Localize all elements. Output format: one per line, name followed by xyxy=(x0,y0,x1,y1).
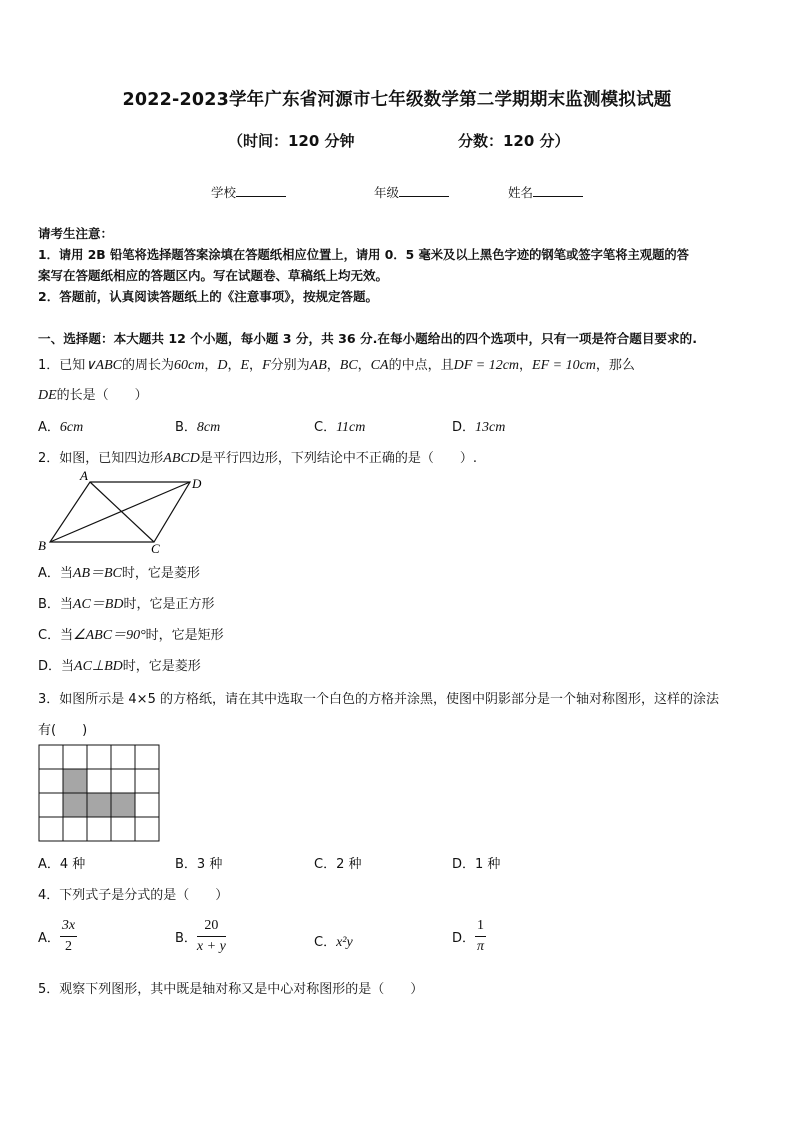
q2-option-b[interactable]: B．当AC＝BD时，它是正方形 xyxy=(38,597,215,612)
name-blank xyxy=(533,184,583,197)
q2-option-d[interactable]: D．当AC⊥BD时，它是菱形 xyxy=(38,659,201,674)
fraction-d: $\frac{1}{\pi}$ xyxy=(477,918,485,954)
grid-cell xyxy=(135,793,159,817)
q1-option-a[interactable]: A．6cm xyxy=(38,420,84,435)
vertex-c-label: C xyxy=(151,541,160,556)
name-field xyxy=(508,183,583,201)
grid-cell xyxy=(39,817,63,841)
question-5-stem: 5．观察下列图形，其中既是轴对称又是中心对称图形的是（ ） xyxy=(38,982,424,997)
name-label: 姓名 xyxy=(508,185,534,200)
grid-cell xyxy=(135,769,159,793)
q2-option-a[interactable]: A．当AB＝BC时，它是菱形 xyxy=(38,566,200,581)
grid-cell-shaded xyxy=(111,793,135,817)
question-2-stem: 2．如图，已知四边形ABCD是平行四边形，下列结论中不正确的是（ ）. xyxy=(38,451,477,466)
grade-field xyxy=(374,183,449,201)
page-title: 2022-2023学年广东省河源市七年级数学第二学期期末监测模拟试题 xyxy=(122,90,672,110)
school-blank xyxy=(236,184,286,197)
grid-cell-shaded xyxy=(63,793,87,817)
notice-heading: 请考生注意： xyxy=(38,226,114,241)
grid-cell-shaded xyxy=(63,769,87,793)
diagonal-bd xyxy=(50,482,190,542)
vertex-a-label: A xyxy=(80,470,88,483)
section-heading: 一、选择题：本大题共 12 个小题，每小题 3 分，共 36 分.在每小题给出的四个选项中，只有一项是符合题目要求的. xyxy=(38,331,698,346)
grid-cell xyxy=(87,817,111,841)
grid-cell xyxy=(111,769,135,793)
notice-line-1: 1．请用 2B 铅笔将选择题答案涂填在答题纸相应位置上，请用 0．5 毫米及以上黑色字迹的钢笔或签字笔将主观题的答 xyxy=(38,248,689,262)
q4-option-c[interactable]: C．x²y xyxy=(314,935,353,950)
q4-option-a[interactable]: A． $\frac{3x}{2}$ xyxy=(38,918,76,954)
fraction-b: $\frac{20}{x + y}$ xyxy=(196,918,226,954)
question-3-line-2: 有( ) xyxy=(38,723,88,738)
question-3-line-1: 3．如图所示是 4×5 的方格纸，请在其中选取一个白色的方格并涂黑，使图中阴影部分是一个轴对称图形，这样的涂法 xyxy=(38,692,719,707)
exam-time: （时间：120 分钟 xyxy=(228,132,355,150)
grade-label: 年级 xyxy=(374,185,400,200)
grid-cell xyxy=(63,817,87,841)
vertex-d-label: D xyxy=(192,476,202,491)
school-field xyxy=(211,183,286,201)
grid-cell xyxy=(111,817,135,841)
question-1-line-2: DE的长是（ ） xyxy=(38,388,148,403)
exam-score: 分数：120 分） xyxy=(458,132,570,150)
grid-cell xyxy=(63,745,87,769)
grid-cell xyxy=(39,769,63,793)
question-4-stem: 4．下列式子是分式的是（ ） xyxy=(38,888,229,903)
q3-option-d[interactable]: D．1 种 xyxy=(452,857,501,872)
q3-option-b[interactable]: B．3 种 xyxy=(175,857,223,872)
grid-cell xyxy=(135,745,159,769)
grid-cell xyxy=(111,745,135,769)
q4-option-d[interactable]: D． $\frac{1}{\pi}$ xyxy=(452,918,485,954)
diagonal-ac xyxy=(90,482,154,542)
q2-option-c[interactable]: C．当∠ABC＝90°时，它是矩形 xyxy=(38,628,224,643)
grid-cell xyxy=(39,793,63,817)
grid-cell xyxy=(87,745,111,769)
vertex-b-label: B xyxy=(38,538,46,553)
triangle-abc: ∨ABC xyxy=(85,358,122,373)
q1-option-c[interactable]: C．11cm xyxy=(314,420,366,435)
fraction-a: $\frac{3x}{2}$ xyxy=(61,918,76,954)
grid-cell xyxy=(39,745,63,769)
grid-cell-shaded xyxy=(87,793,111,817)
parallelogram-figure xyxy=(34,470,209,556)
q3-option-a[interactable]: A．4 种 xyxy=(38,857,86,872)
school-label: 学校 xyxy=(211,185,237,200)
notice-line-2: 案写在答题纸相应的答题区内。写在试题卷、草稿纸上均无效。 xyxy=(38,268,389,283)
q4-option-b[interactable]: B． $\frac{20}{x + y}$ xyxy=(175,918,226,954)
grade-blank xyxy=(399,184,449,197)
grid-figure xyxy=(38,744,160,842)
q1-option-b[interactable]: B．8cm xyxy=(175,420,221,435)
grid-cell xyxy=(87,769,111,793)
notice-line-3: 2．答题前，认真阅读答题纸上的《注意事项》，按规定答题。 xyxy=(38,289,378,304)
q1-option-d[interactable]: D．13cm xyxy=(452,420,506,435)
q3-option-c[interactable]: C．2 种 xyxy=(314,857,362,872)
grid-cell xyxy=(135,817,159,841)
question-1-line-1: 1．已知∨ABC的周长为60cm，D，E，F分别为AB，BC，CA的中点，且DF = 12cm，EF = 10cm，那么 xyxy=(38,358,635,373)
